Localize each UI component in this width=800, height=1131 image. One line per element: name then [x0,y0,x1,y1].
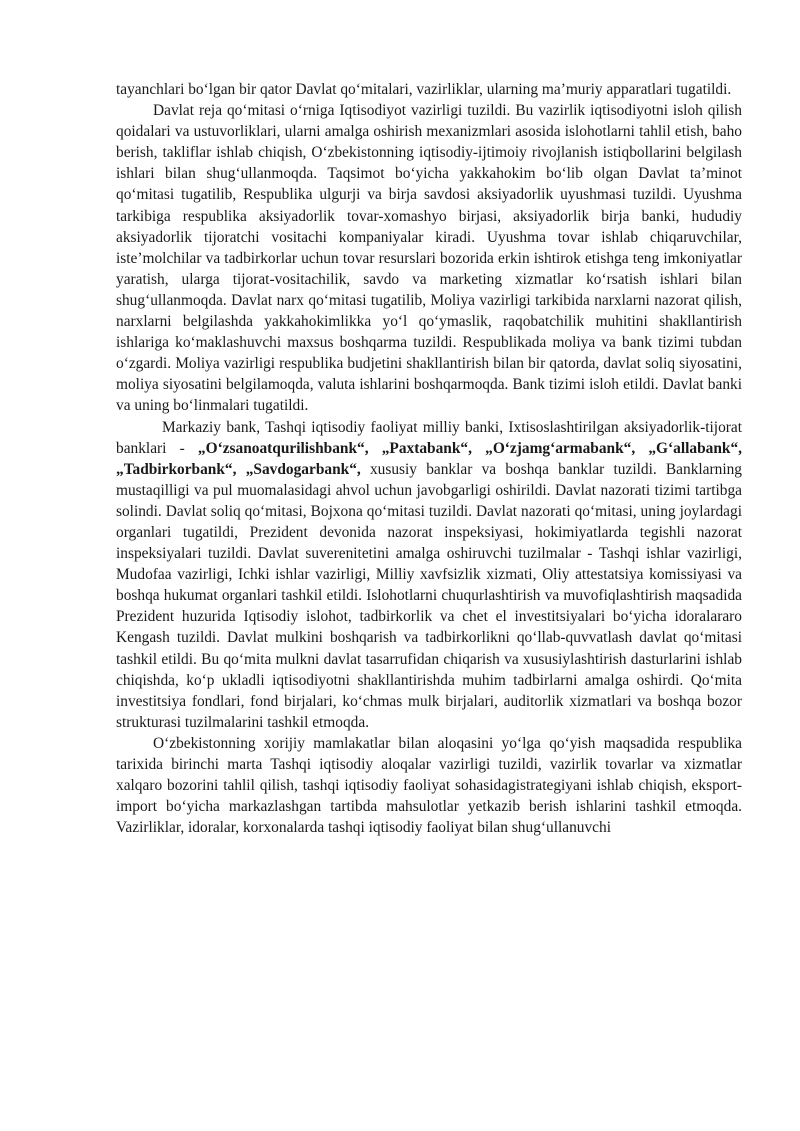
paragraph-continuation: tayanchlari bo‘lgan bir qator Davlat qo‘mitalari, vazirliklar, ularning ma’muriy apparatlari tugatildi. [116,81,732,98]
paragraph-text: xususiy banklar va boshqa banklar tuzildi. Banklarning mustaqilligi va pul muomalasidagi ahvol uchun javobgarligi oshirildi. Davlat nazorati tizimi tartibga solindi. Davlat soliq qo‘mitasi, Bojxona qo‘mitasi tuzildi. Davlat nazorati qo‘mitasi, uning joylardagi organlari tugatildi, Prezident devonida nazorat inspeksiyasi, hokimiyatlarda tegishli nazorat inspeksiyalari tuzildi. Davlat suverenitetini amalga oshiruvchi tuzilmalar - Tashqi ishlar vazirligi, Mudofaa vazirligi, Ichki ishlar vazirligi, Milliy xavfsizlik xizmati, Oliy attestatsiya komissiyasi va boshqa hukumat organlari tashkil etildi. Islohotlarni chuqurlashtirish va muvofiqlashtirish maqsadida Prezident huzurida Iqtisodiy islohot, tadbirkorlik va chet el investitsiyalari bo‘yicha idoralararo Kengash tuzildi. Davlat mulkini boshqarish va tadbirkorlikni qo‘llab-quvvatlash davlat qo‘mitasi tashkil etildi. Bu qo‘mita mulkni davlat tasarrufidan chiqarish va xususiylashtirish dasturlarini ishlab chiqishda, ko‘p ukladli iqtisodiyotni shakllantirishda muhim tadbirlarni amalga oshirdi. Qo‘mita investitsiya fondlari, fond birjalari, ko‘chmas mulk birjalari, auditorlik xizmatlari va boshqa bozor strukturasi tuzilmalarini tashkil etmoqda. [116,460,742,731]
document-body [116,79,742,838]
paragraph-banking-system [116,417,742,733]
paragraph-economy-ministry: Davlat reja qo‘mitasi o‘rniga Iqtisodiyot vazirligi tuzildi. Bu vazirlik iqtisodiyotni isloh qilish qoidalari va ustuvorliklari, ularni amalga oshirish mexanizmlari asosida islohotlarni tahlil etish, baho berish, takliflar ishlab chiqish, O‘zbekistonning iqtisodiy-ijtimoiy rivojlanish istiqbollarini belgilash ishlari bilan shug‘ullanmoqda. Taqsimot bo‘yicha yakkahokim bo‘lib olgan Davlat ta’minot qo‘mitasi tugatilib, Respublika ulgurji va birja savdosi aksiyadorlik uyushmasi tuzildi. Uyushma tarkibiga respublika aksiyadorlik tovar-xomashyo birjasi, aksiyadorlik birja banki, hududiy aksiyadorlik tijoratchi vositachi kompaniyalar kiradi. Uyushma tovar ishlab chiqaruvchilar, iste’molchilar va tadbirkorlar uchun tovar resurslari bozorida erkin ishtirok etishga teng imkoniyatlar yaratish, ularga tijorat-vositachilik, savdo va marketing xizmatlar ko‘rsatish ishlari bilan shug‘ullanmoqda. Davlat narx qo‘mitasi tugatilib, Moliya vazirligi tarkibida narxlarni nazorat qilish, narxlarni belgilashda yakkahokimlikka yo‘l qo‘ymaslik, raqobatchilik muhitini shakllantirish ishlariga ko‘maklashuvchi maxsus boshqarma tuzildi. Respublikada moliya va bank tizimi tubdan o‘zgardi. Moliya vazirligi respublika budjetini shakllantirish bilan bir qatorda, davlat soliq siyosatini, moliya siyosatini belgilamoqda, valuta ishlarini boshqarmoqda. Bank tizimi isloh etildi. Davlat banki va uning bo‘linmalari tugatildi. [116,102,742,415]
paragraph-foreign-relations: O‘zbekistonning xorijiy mamlakatlar bilan aloqasini yo‘lga qo‘yish maqsadida respublika tarixida birinchi marta Tashqi iqtisodiy aloqalar vazirligi tuzildi, vazirlik tovarlar va xizmatlar xalqaro bozorini tahlil qilish, tashqi iqtisodiy faoliyat sohasidagistrategiyani ishlab chiqish, eksport-import bo‘yicha markazlashgan tartibda mahsulotlar yetkazib berish ishlarini tashkil etmoqda. Vazirliklar, idoralar, korxonalarda tashqi iqtisodiy faoliyat bilan shug‘ullanuvchi [116,734,742,837]
bank-names-bold: „O‘zsanoatqurilishbank“, „Paxtabank“, „O‘zjamg‘armabank“, „G‘allabank“, „Tadbirkorbank“, „Savdogarbank“, [116,439,743,478]
paragraph-text: Markaziy bank, Tashqi iqtisodiy faoliyat milliy banki, Ixtisoslashtirilgan aksiyadorlik-tijorat banklari - [116,418,742,457]
